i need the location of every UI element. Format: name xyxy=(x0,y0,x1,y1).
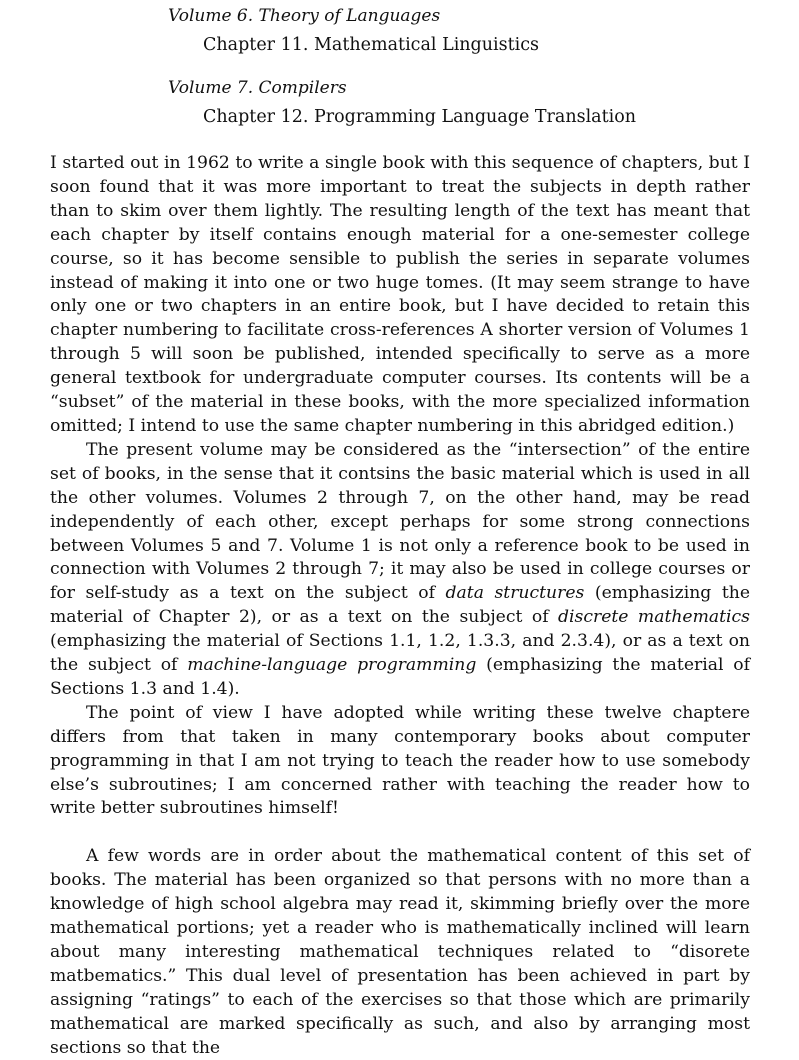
paragraph-3: The point of view I have adopted while writing these twelve chaptere differs from that taken in many contemporary books about computer programming in that I am not trying to teach the reader how to use somebody else’s subroutines; I am concerned rather with teaching the reader how to write better subroutines himself! xyxy=(50,702,750,819)
volume-7-title: Volume 7. Compilers xyxy=(168,78,347,98)
paragraph-2-text-3: (emphasizing the material of Sections 1.1, 1.2, 1.3.3, and 2.3.4), or as a text on the subject of xyxy=(50,631,750,676)
paragraph-2-text-4: (emphasizing the material of Sections 1.3 and 1.4). xyxy=(50,655,750,699)
emphasis-machine-language-programming: machine-language programming xyxy=(187,655,477,676)
paragraph-2-text-2: (emphasizing the material of Chapter 2), or as a text on the subject of xyxy=(50,583,750,628)
paragraph-1: I started out in 1962 to write a single book with this sequence of chapters, but I soon found that it was more important to treat the subjects in depth rather than to skim over them lightly. The resulting length of the text has meant that each chapter by itself contains enough material for a one-semester college course, so it has become sensible to publish the series in separate volumes instead of making it into one or two huge tomes. (It may seem strange to have only one or two chapters in an entire book, but I have decided to retain this chapter numbering to facilitate cross-references A shorter version of Volumes 1 through 5 will soon be published, intended specifically to serve as a more general textbook for undergraduate computer courses. Its contents will be a “subset” of the material in these books, with the more specialized information omitted; I intend to use the same chapter numbering in this abridged edition.) xyxy=(50,153,750,436)
body-text xyxy=(50,152,750,1060)
emphasis-discrete-mathematics: discrete mathematics xyxy=(558,607,750,628)
volume-6-title: Volume 6. Theory of Languages xyxy=(168,6,441,26)
paragraph-4: A few words are in order about the mathematical content of this set of books. The material has been organized so that persons with no more than a knowledge of high school algebra may read it, skimming briefly over the more mathematical portions; yet a reader who is mathematically inclined will learn about many interesting mathematical techniques related to “disorete matbematics.” This dual level of presentation has been achieved in part by assigning “ratings” to each of the exercises so that those which are primarily mathematical are marked specifically as such, and also by arranging most sections so that the xyxy=(50,846,750,1058)
emphasis-data-structures: data structures xyxy=(445,583,585,604)
chapter-11-title: Chapter 11. Mathematical Linguistics xyxy=(203,35,540,55)
chapter-12-title: Chapter 12. Programming Language Translation xyxy=(203,107,637,127)
paragraph-2 xyxy=(50,439,750,702)
paragraph-2-text-1: The present volume may be considered as the “intersection” of the entire set of books, in the sense that it contsins the basic material which is used in all the other volumes. Volumes 2 through 7, on the other hand, may be read independently of each other, except perhaps for some strong connections between Volumes 5 and 7. Volume 1 is not only a reference book to be used in connection with Volumes 2 through 7; it may also be used in college courses or for self-study as a text on the subject of xyxy=(50,439,750,604)
